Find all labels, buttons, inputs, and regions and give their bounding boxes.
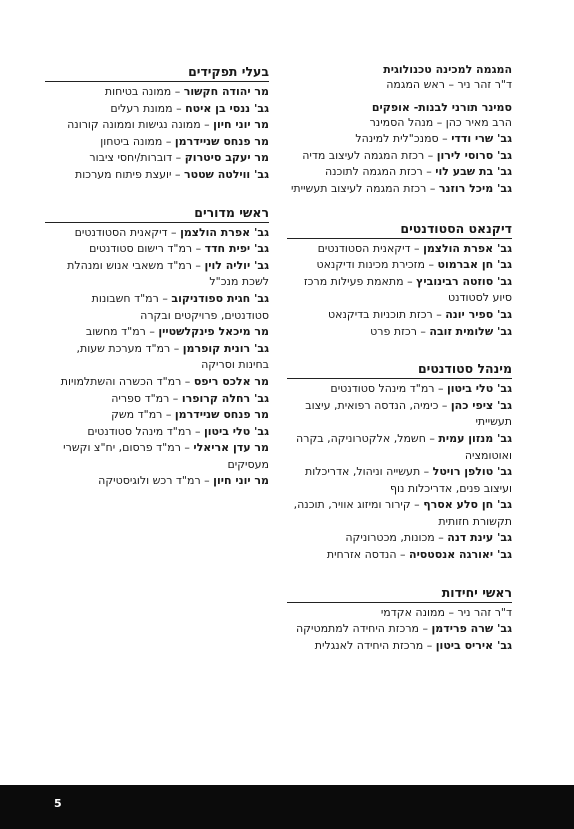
person-role: – ממונת רעלים: [110, 101, 186, 115]
list-item: [45, 258, 269, 291]
list-item: [287, 638, 512, 655]
person-name: גב' חגית ספודניקוב: [171, 291, 269, 305]
entry-list: [287, 381, 512, 564]
list-item: [45, 241, 269, 258]
person-name: גב' אפרת הולצמן: [180, 225, 269, 239]
person-role: – רמ"ד רכש ולוגיסטיקה: [98, 474, 214, 488]
person-name: מר מיכאל פינקלשטיין: [158, 325, 269, 339]
entry-list: [287, 605, 512, 655]
person-role: – חשמל, אלקטרוניקה, בקרה ואוטומציה: [296, 431, 512, 462]
entry-list: [287, 77, 512, 94]
list-item: [287, 115, 512, 132]
section-student-admin: [287, 359, 512, 564]
person-name: מר פנחס שניידרמן: [174, 408, 269, 422]
section-title: המגמה למכינה טכנולוגית: [383, 63, 512, 76]
person-role: – רמ"ד מינהל סטודנטים: [330, 382, 447, 396]
list-item: [45, 407, 269, 424]
person-role: הרב מאיר כהן – מנהל הסמינר: [369, 115, 512, 129]
list-item: [287, 324, 512, 341]
list-item: [45, 324, 269, 341]
list-item: [287, 77, 512, 94]
person-name: גב' עינת דנה: [447, 531, 512, 545]
person-role: – רמ"ד מחשוב: [85, 325, 159, 339]
section-department-heads: [45, 203, 269, 491]
section-tech-track: [287, 62, 512, 94]
person-role: – מתאמת פעילות מרכז סיוע לסטודנט: [303, 274, 512, 305]
person-role: – יועצת פיתוח מערכות: [75, 167, 184, 181]
person-role: – תעשייה וניהול, אדריכלות ועיצוב פנים, אדריכלות נוף: [305, 465, 512, 495]
list-item: [45, 84, 269, 101]
person-role: – כימיה, הנדסה רפואית, עיצוב תעשייתי: [305, 398, 512, 429]
person-role: – רמ"ד רישום סטודנטים: [89, 242, 205, 256]
person-role: – רמ"ד פרסום, יח"צ וקשרי מעסיקים: [63, 441, 269, 471]
list-item: [287, 131, 512, 148]
person-name: מר אלכס ריפס: [193, 374, 269, 388]
section-title: מינהל סטודנטים: [287, 359, 512, 379]
right-column: [287, 62, 512, 673]
person-name: מר פנחס שניידרמן: [174, 134, 269, 148]
section-title: ראשי יחידות: [287, 583, 512, 603]
section-title: בעלי תפקידים: [45, 62, 269, 82]
person-role: – רכזת המגמה לתוכנה: [324, 165, 436, 179]
list-item: [287, 621, 512, 638]
list-item: [287, 547, 512, 564]
section-title: ראשי מדורים: [45, 203, 269, 223]
entry-list: [287, 241, 512, 341]
list-item: [45, 291, 269, 324]
person-name: גב' מנזון עמית: [438, 431, 512, 445]
person-role: – מרכזת היחידה למתמטיקה: [296, 622, 432, 636]
person-name: גב' טלי ביטון: [447, 382, 512, 396]
page-number: 5: [54, 797, 62, 810]
person-name: גב' מיכל רוזנר: [438, 181, 512, 195]
person-name: גב' יוליה לוין: [204, 258, 269, 272]
person-name: גב' טלי ביטון: [204, 424, 269, 438]
list-item: [287, 181, 512, 198]
person-role: – מרכזת היחידה לאנגלית: [314, 638, 436, 652]
list-item: [287, 381, 512, 398]
person-role: – רמ"ד ספריה: [111, 391, 182, 405]
person-role: – מכונות, מכטרוניקה: [345, 531, 448, 545]
left-column: [45, 62, 269, 509]
person-name: גב' רונית קופרמן: [182, 341, 269, 355]
page-footer: [0, 785, 574, 829]
person-role: ד"ר זהר ניר – ראש המגמה: [386, 78, 512, 91]
list-item: [45, 150, 269, 167]
list-item: [287, 398, 512, 431]
list-item: [287, 274, 512, 307]
person-name: גב' איריס ביטון: [435, 638, 512, 652]
list-item: [45, 225, 269, 242]
list-item: [287, 164, 512, 181]
entry-list: [287, 115, 512, 198]
person-name: גב' שלומית זובה: [429, 324, 512, 338]
person-name: מר יהודה חקשור: [183, 85, 269, 98]
person-role: – הנדסה אזרחית: [326, 548, 410, 562]
person-name: גב' ציפי כהן: [450, 398, 512, 412]
person-role: – רמ"ד חשבונות סטודנטים, פרויקטים ובקרה: [91, 291, 269, 322]
person-role: – רכזת המגמה לעיצוב תעשייתי: [290, 181, 439, 195]
person-name: גב' יפית חדד: [204, 242, 269, 256]
list-item: [287, 148, 512, 165]
person-role: – רמ"ד משאבי אנוש ומנהלת לשכת מנכ"ל: [67, 258, 269, 289]
person-role: – רמ"ד הכשרה והשתלמויות: [60, 374, 194, 388]
person-name: גב' ננסי בן איטח: [185, 101, 269, 115]
person-name: גב' סרוסי לירון: [436, 148, 512, 162]
list-item: [287, 307, 512, 324]
section-unit-heads: [287, 583, 512, 655]
section-seminar: [287, 100, 512, 198]
person-role: – דיקאנית הסטודנטים: [74, 225, 181, 239]
list-item: [287, 605, 512, 622]
list-item: [287, 464, 512, 497]
section-deanship: [287, 219, 512, 341]
person-role: – קירור ומיזוג אוויר, תוכנה, תקשורת חזותית: [293, 498, 512, 528]
list-item: [287, 257, 512, 274]
person-role: – רמ"ד משק: [111, 408, 175, 422]
list-item: [45, 341, 269, 374]
section-roles: [45, 62, 269, 184]
section-title: סמינר תורני לבנות- אופקים: [371, 100, 512, 114]
person-role: – רכזת פרט: [370, 324, 430, 338]
person-name: גב' אפרת הולצמן: [423, 241, 512, 255]
list-item: [45, 391, 269, 408]
person-role: – רמ"ד מערכת שעות, בחינות וסריקה: [76, 341, 269, 372]
person-role: – דוברות/יחסי ציבור: [89, 151, 185, 165]
list-item: [45, 374, 269, 391]
person-name: מר עדן אריאלי: [193, 441, 269, 455]
person-role: – רכזת המגמה לעיצוב מדיה: [302, 148, 437, 162]
person-name: גב' יאורגה אנסטסיה: [409, 548, 512, 562]
list-item: [45, 134, 269, 151]
person-name: גב' בת שבע לוי: [435, 165, 512, 179]
list-item: [287, 497, 512, 530]
person-name: גב' ווילטה שטטר: [183, 167, 269, 181]
person-role: – רמ"ד מינהל סטודנטים: [87, 424, 204, 438]
person-name: גב' סוזטה רבינוביץ: [416, 274, 512, 288]
list-item: [45, 424, 269, 441]
person-role: – ממונה נגישות וממונה קורונה: [67, 118, 214, 132]
person-role: – ממונה ביטחון: [100, 134, 175, 148]
entry-list: [45, 225, 269, 491]
list-item: [45, 473, 269, 490]
list-item: [45, 101, 269, 118]
person-name: גב' רחלה קרופרו: [181, 391, 269, 405]
person-role: – דיקאנית הסטודנטים: [317, 241, 424, 255]
list-item: [45, 167, 269, 184]
list-item: [45, 117, 269, 134]
person-name: מר יוני חיון: [213, 474, 269, 488]
person-name: מר יוני חיון: [213, 118, 269, 132]
person-name: גב' שרי ודדי: [451, 132, 512, 146]
person-name: גב' טולפן רויטל: [432, 465, 512, 479]
person-name: מר יעקב סיטרוק: [184, 151, 269, 165]
person-role: – מזכירת מכינות ודיקנאט: [316, 258, 438, 272]
person-name: גב' שרה פרידמן: [431, 622, 512, 636]
person-name: גב' חן אברמוט: [437, 258, 512, 272]
list-item: [287, 241, 512, 258]
entry-list: [45, 84, 269, 184]
person-name: גב' חן סלע אסרף: [423, 498, 512, 512]
person-role: ד"ר זהר ניר – ממונה אקדמי: [380, 605, 512, 619]
list-item: [287, 431, 512, 464]
list-item: [45, 440, 269, 473]
list-item: [287, 530, 512, 547]
person-role: – סמנכ"לית למינהל: [355, 132, 452, 146]
person-name: גב' ספיר יונה: [445, 307, 512, 321]
person-role: – ממונה בטיחות: [104, 85, 184, 98]
section-title: דיקנאט הסטודנטים: [287, 219, 512, 239]
person-role: – רכזת תוכניות בדיקנאט: [328, 307, 446, 321]
